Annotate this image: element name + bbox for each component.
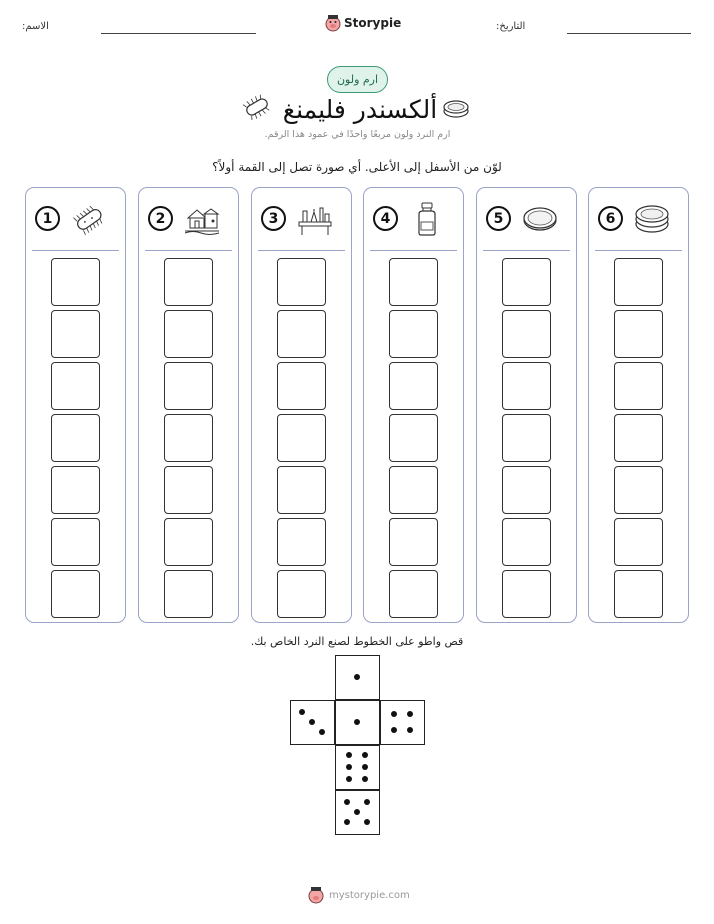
column-number: 3 (261, 206, 286, 231)
dice-pip (346, 776, 352, 782)
color-square[interactable] (164, 570, 213, 618)
color-square[interactable] (51, 362, 100, 410)
color-square[interactable] (614, 414, 663, 462)
color-square[interactable] (277, 466, 326, 514)
dice-pip (344, 799, 350, 805)
color-square[interactable] (502, 310, 551, 358)
name-label: الاسم: (22, 21, 49, 32)
dice-face-5 (335, 790, 380, 835)
lab-bench-icon (296, 202, 334, 236)
color-square[interactable] (502, 258, 551, 306)
column-6 (588, 187, 689, 623)
color-square[interactable] (502, 362, 551, 410)
footer-url[interactable]: mystorypie.com (329, 889, 410, 901)
date-line[interactable] (567, 33, 691, 34)
color-square[interactable] (389, 258, 438, 306)
color-square[interactable] (614, 362, 663, 410)
color-square[interactable] (51, 518, 100, 566)
color-square[interactable] (51, 258, 100, 306)
column-divider (483, 250, 570, 251)
column-number: 4 (373, 206, 398, 231)
color-square[interactable] (389, 518, 438, 566)
color-square[interactable] (389, 466, 438, 514)
color-square[interactable] (277, 518, 326, 566)
subtitle: ارم النرد ولون مربعًا واحدًا في عمود هذا الرقم. (264, 129, 451, 140)
color-square[interactable] (389, 362, 438, 410)
color-square[interactable] (614, 518, 663, 566)
dice-pip (407, 727, 413, 733)
bacteria-icon (70, 202, 108, 236)
date-label: التاريخ: (496, 21, 526, 32)
bacteria-title-icon (242, 94, 272, 124)
column-3 (251, 187, 352, 623)
column-number: 5 (486, 206, 511, 231)
column-divider (258, 250, 345, 251)
dice-pip (299, 709, 305, 715)
dice-face-6 (335, 745, 380, 790)
color-square[interactable] (502, 570, 551, 618)
color-square[interactable] (164, 414, 213, 462)
column-2 (138, 187, 239, 623)
dice-pip (362, 776, 368, 782)
dice-pip (354, 719, 360, 725)
page-title: ألكسندر فليمنغ (282, 95, 438, 124)
dice-pip (354, 674, 360, 680)
color-square[interactable] (51, 466, 100, 514)
dice-pip (362, 752, 368, 758)
activity-badge: ارم ولون (327, 66, 388, 93)
dice-pip (391, 727, 397, 733)
color-square[interactable] (389, 310, 438, 358)
color-square[interactable] (164, 310, 213, 358)
column-4 (363, 187, 464, 623)
dice-pip (391, 711, 397, 717)
dice-face-3 (290, 700, 335, 745)
column-divider (145, 250, 232, 251)
color-square[interactable] (502, 518, 551, 566)
brand-name: Storypie (344, 16, 402, 30)
column-number: 1 (35, 206, 60, 231)
color-square[interactable] (277, 258, 326, 306)
color-square[interactable] (51, 414, 100, 462)
color-square[interactable] (614, 466, 663, 514)
column-number: 6 (598, 206, 623, 231)
instruction: لوّن من الأسفل إلى الأعلى. أي صورة تصل إلى القمة أولاً؟ (212, 160, 502, 174)
color-square[interactable] (277, 310, 326, 358)
brand-logo (325, 13, 401, 33)
dice-pip (354, 809, 360, 815)
dice-pip (346, 764, 352, 770)
column-divider (595, 250, 682, 251)
color-square[interactable] (502, 466, 551, 514)
color-square[interactable] (51, 570, 100, 618)
color-square[interactable] (277, 570, 326, 618)
footer (308, 885, 410, 905)
pig-mascot-icon (325, 14, 341, 32)
dice-pip (362, 764, 368, 770)
pig-mascot-icon (308, 886, 324, 904)
dice-pip (344, 819, 350, 825)
dice-face-1 (335, 700, 380, 745)
color-square[interactable] (51, 310, 100, 358)
color-square[interactable] (164, 466, 213, 514)
petri-dish-stack-icon (633, 202, 671, 236)
dice-pip (319, 729, 325, 735)
column-divider (370, 250, 457, 251)
name-line[interactable] (101, 33, 256, 34)
dice-face-1 (335, 655, 380, 700)
dice-pip (309, 719, 315, 725)
color-square[interactable] (164, 518, 213, 566)
column-5 (476, 187, 577, 623)
petri-dish-title-icon (442, 96, 470, 124)
color-square[interactable] (502, 414, 551, 462)
color-square[interactable] (614, 310, 663, 358)
color-square[interactable] (164, 258, 213, 306)
column-number: 2 (148, 206, 173, 231)
dice-pip (364, 799, 370, 805)
dice-pip (407, 711, 413, 717)
color-square[interactable] (389, 570, 438, 618)
color-square[interactable] (277, 362, 326, 410)
color-square[interactable] (614, 570, 663, 618)
dice-face-4 (380, 700, 425, 745)
petri-dish-icon (521, 202, 559, 236)
color-square[interactable] (164, 362, 213, 410)
color-square[interactable] (389, 414, 438, 462)
dice-pip (364, 819, 370, 825)
medicine-bottle-icon (408, 202, 446, 236)
farm-icon (183, 202, 221, 236)
column-1 (25, 187, 126, 623)
cut-instruction: قص واطو على الخطوط لصنع النرد الخاص بك. (250, 635, 464, 648)
color-square[interactable] (277, 414, 326, 462)
column-divider (32, 250, 119, 251)
dice-pip (346, 752, 352, 758)
color-square[interactable] (614, 258, 663, 306)
